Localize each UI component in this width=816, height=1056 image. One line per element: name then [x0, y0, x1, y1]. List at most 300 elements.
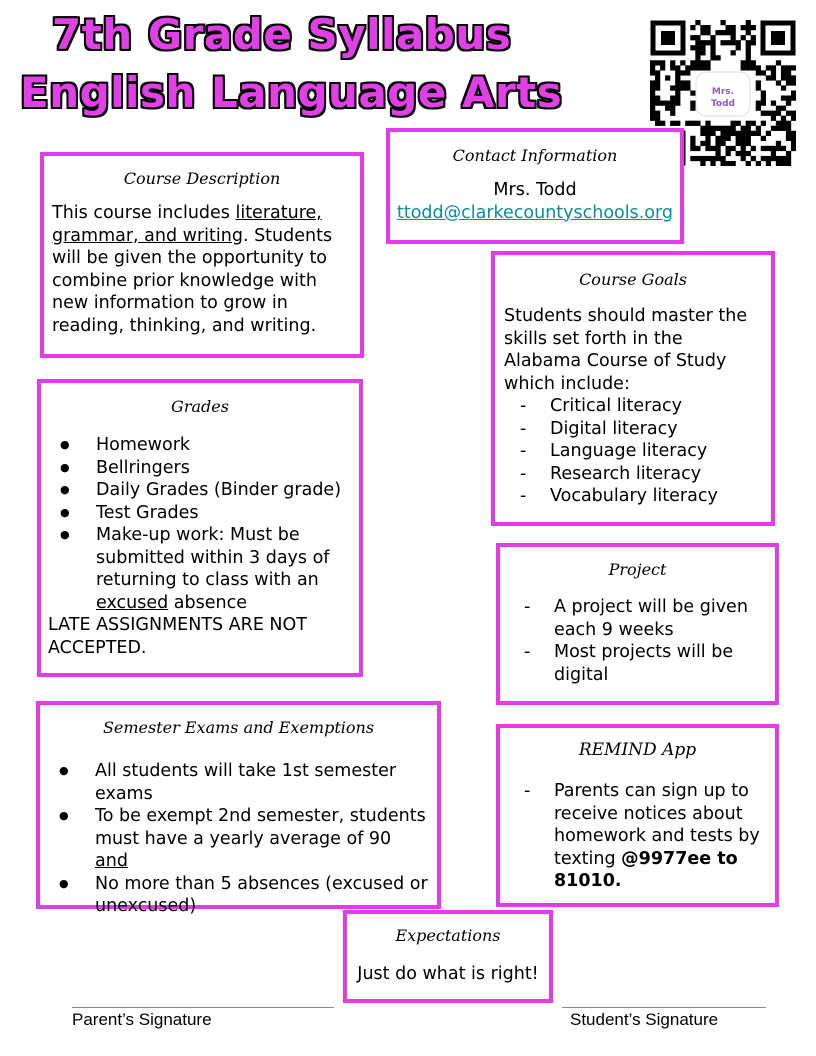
qr-module [705, 60, 710, 65]
qr-module [655, 111, 660, 116]
qr-module [650, 60, 655, 65]
list-item: ● Daily Grades (Binder grade) [96, 479, 351, 502]
qr-module [761, 90, 766, 95]
qr-module [761, 136, 766, 141]
qr-module [786, 156, 791, 161]
qr-module [690, 25, 695, 30]
qr-module [715, 136, 720, 141]
qr-module [710, 156, 715, 161]
qr-module [705, 25, 710, 30]
list-item: ● Make-up work: Must be submitted within 3 days of returning to class with an excused absence [96, 524, 351, 614]
qr-module [695, 121, 700, 126]
qr-module [675, 85, 680, 90]
qr-module [680, 70, 685, 75]
qr-module [695, 65, 700, 70]
qr-module [751, 65, 756, 70]
qr-module [655, 85, 660, 90]
qr-module [776, 80, 781, 85]
qr-module [746, 25, 751, 30]
and-underlined: and [95, 851, 128, 871]
qr-module [690, 101, 695, 106]
qr-module [700, 131, 705, 136]
course-goals-title: Course Goals [579, 270, 687, 289]
qr-module [746, 60, 751, 65]
qr-module [720, 131, 725, 136]
list-item: - Vocabulary literacy [550, 485, 771, 508]
list-item: ● To be exempt 2nd semester, students must have a yearly average of 90 and [95, 805, 429, 873]
qr-module [665, 75, 670, 80]
qr-module [781, 146, 786, 151]
qr-module [675, 101, 680, 106]
qr-module [776, 161, 781, 166]
qr-module [685, 65, 690, 70]
expectations-text: Just do what is right! [357, 964, 539, 984]
expectations-box [343, 910, 553, 1003]
qr-module [761, 111, 766, 116]
expectations-title: Expectations [395, 926, 501, 945]
qr-module [655, 121, 660, 126]
qr-module [786, 136, 791, 141]
qr-module [695, 60, 700, 65]
qr-module [685, 80, 690, 85]
qr-module [690, 35, 695, 40]
qr-module [731, 30, 736, 35]
qr-module [710, 40, 715, 45]
qr-module [720, 20, 725, 25]
qr-module [786, 161, 791, 166]
list-item: ● No more than 5 absences (excused or unexcused) [95, 873, 429, 918]
qr-module [720, 136, 725, 141]
qr-module [705, 30, 710, 35]
qr-module [761, 70, 766, 75]
page-title-line1: 7th Grade Syllabus [52, 10, 512, 59]
qr-module [726, 40, 731, 45]
course-goals-list [495, 395, 771, 508]
qr-module [731, 131, 736, 136]
qr-module [690, 65, 695, 70]
qr-module [705, 121, 710, 126]
qr-module [665, 101, 670, 106]
qr-module [690, 156, 695, 161]
qr-module [766, 156, 771, 161]
qr-module [791, 141, 796, 146]
qr-module [715, 55, 720, 60]
qr-module [746, 161, 751, 166]
qr-module [731, 146, 736, 151]
qr-module [670, 85, 675, 90]
qr-module [741, 60, 746, 65]
page-title-line2: English Language Arts [20, 68, 563, 117]
qr-module [786, 151, 791, 156]
qr-module [715, 151, 720, 156]
list-item: - A project will be given each 9 weeks [554, 596, 769, 641]
remind-app-list [500, 780, 775, 893]
course-description-box [40, 152, 364, 358]
qr-module [690, 60, 695, 65]
qr-module [746, 136, 751, 141]
qr-module [756, 65, 761, 70]
qr-module [660, 65, 665, 70]
qr-module [700, 30, 705, 35]
qr-module [786, 70, 791, 75]
qr-module [781, 106, 786, 111]
qr-module [690, 136, 695, 141]
qr-module [710, 50, 715, 55]
qr-module [731, 25, 736, 30]
qr-module [700, 25, 705, 30]
qr-module [650, 80, 655, 85]
qr-module [726, 25, 731, 30]
qr-module [756, 106, 761, 111]
list-item: ● Test Grades [96, 502, 351, 525]
qr-module [786, 101, 791, 106]
student-signature-label: Student’s Signature [570, 1010, 719, 1029]
contact-name: Mrs. Todd [493, 180, 577, 200]
qr-module [655, 70, 660, 75]
qr-module [705, 126, 710, 131]
qr-module [650, 85, 655, 90]
qr-module [771, 126, 776, 131]
qr-module [761, 96, 766, 101]
qr-module [675, 121, 680, 126]
qr-module [700, 65, 705, 70]
qr-module [786, 96, 791, 101]
qr-module [786, 121, 791, 126]
qr-module [776, 141, 781, 146]
qr-module [705, 156, 710, 161]
qr-module [741, 25, 746, 30]
qr-module [715, 146, 720, 151]
qr-module [751, 25, 756, 30]
qr-module [720, 126, 725, 131]
qr-module [751, 60, 756, 65]
qr-center-label: Mrs. Todd [710, 87, 736, 109]
qr-module [741, 136, 746, 141]
qr-module [695, 50, 700, 55]
qr-module [741, 151, 746, 156]
qr-module [710, 35, 715, 40]
qr-module [776, 146, 781, 151]
qr-module [726, 126, 731, 131]
qr-module [776, 60, 781, 65]
qr-module [700, 161, 705, 166]
project-title: Project [608, 560, 667, 579]
qr-module [756, 70, 761, 75]
qr-module [736, 121, 741, 126]
qr-module [776, 121, 781, 126]
qr-module [700, 60, 705, 65]
qr-module [695, 20, 700, 25]
project-list [500, 596, 775, 686]
qr-module [771, 111, 776, 116]
qr-module [761, 156, 766, 161]
qr-module [746, 131, 751, 136]
semester-exams-list [40, 760, 437, 918]
qr-module [791, 136, 796, 141]
qr-module [756, 85, 761, 90]
qr-module [675, 80, 680, 85]
qr-module [736, 141, 741, 146]
qr-module [791, 111, 796, 116]
list-item: ● Homework [96, 434, 351, 457]
qr-module [650, 116, 655, 121]
qr-module [781, 85, 786, 90]
qr-module [670, 106, 675, 111]
qr-module [660, 121, 665, 126]
qr-module [786, 75, 791, 80]
qr-module [710, 55, 715, 60]
qr-module [776, 111, 781, 116]
qr-module [781, 126, 786, 131]
qr-module [731, 121, 736, 126]
qr-module [705, 40, 710, 45]
qr-module [771, 75, 776, 80]
remind-app-box [496, 724, 779, 907]
qr-module [791, 96, 796, 101]
list-item: - Digital literacy [550, 418, 771, 441]
qr-module [650, 106, 655, 111]
qr-module [720, 161, 725, 166]
qr-module [771, 116, 776, 121]
qr-module [670, 121, 675, 126]
qr-module [761, 101, 766, 106]
list-item: ● All students will take 1st semester exams [95, 760, 429, 805]
excused-underlined: excused [96, 592, 169, 613]
course-description-text: This course includes literature, grammar, and writing. Students will be given the opportunity to combine prior knowledge with new information to grow in reading, thinking, and writing. [52, 203, 333, 336]
contact-email-link[interactable]: ttodd@clarkecountyschools.org [396, 202, 674, 223]
qr-module [766, 75, 771, 80]
qr-module [695, 156, 700, 161]
qr-module [771, 70, 776, 75]
qr-module [746, 126, 751, 131]
qr-module [695, 35, 700, 40]
qr-module [726, 136, 731, 141]
qr-module [771, 65, 776, 70]
qr-module [746, 151, 751, 156]
qr-module [741, 35, 746, 40]
qr-module [766, 111, 771, 116]
qr-module [746, 20, 751, 25]
qr-module [710, 131, 715, 136]
qr-module [685, 121, 690, 126]
qr-module [731, 161, 736, 166]
qr-module [781, 96, 786, 101]
qr-module [791, 65, 796, 70]
qr-module [715, 156, 720, 161]
list-item: - Critical literacy [550, 395, 771, 418]
qr-module [660, 101, 665, 106]
qr-module [675, 96, 680, 101]
list-item: ● Bellringers [96, 457, 351, 480]
qr-module [695, 45, 700, 50]
qr-module [731, 126, 736, 131]
qr-module [751, 121, 756, 126]
qr-module [791, 131, 796, 136]
qr-module [791, 146, 796, 151]
qr-module [766, 65, 771, 70]
qr-module [670, 96, 675, 101]
qr-module [741, 156, 746, 161]
qr-module [690, 146, 695, 151]
qr-module [670, 101, 675, 106]
qr-module [715, 141, 720, 146]
qr-module [726, 161, 731, 166]
qr-module [736, 45, 741, 50]
qr-module [781, 70, 786, 75]
qr-module [741, 131, 746, 136]
qr-module [670, 60, 675, 65]
course-description-title: Course Description [123, 169, 281, 188]
qr-module [766, 131, 771, 136]
qr-module [705, 141, 710, 146]
qr-module [700, 126, 705, 131]
qr-module [786, 80, 791, 85]
qr-module [746, 55, 751, 60]
qr-module [655, 96, 660, 101]
qr-module [771, 151, 776, 156]
qr-module [710, 161, 715, 166]
qr-module [771, 156, 776, 161]
list-item: - Language literacy [550, 440, 771, 463]
qr-module [726, 30, 731, 35]
qr-module [650, 96, 655, 101]
qr-module [746, 65, 751, 70]
qr-module [705, 65, 710, 70]
qr-module [781, 116, 786, 121]
remind-code: @9977ee to 81010. [554, 848, 738, 891]
qr-module [685, 70, 690, 75]
qr-module [766, 146, 771, 151]
qr-module [776, 126, 781, 131]
qr-module [791, 75, 796, 80]
qr-module [756, 80, 761, 85]
qr-module [741, 126, 746, 131]
qr-module [700, 40, 705, 45]
project-box [496, 543, 779, 705]
qr-module [751, 40, 756, 45]
qr-module [756, 101, 761, 106]
qr-module [710, 146, 715, 151]
qr-module [746, 40, 751, 45]
qr-module [726, 151, 731, 156]
qr-module [655, 80, 660, 85]
contact-info-title: Contact Information [452, 146, 618, 165]
qr-module [786, 65, 791, 70]
qr-module [741, 65, 746, 70]
qr-module [736, 136, 741, 141]
qr-module [776, 106, 781, 111]
qr-module [746, 30, 751, 35]
list-item: - Research literacy [550, 463, 771, 486]
qr-module [756, 131, 761, 136]
semester-exams-box [36, 701, 441, 916]
qr-module [751, 146, 756, 151]
qr-module [731, 50, 736, 55]
qr-module [761, 146, 766, 151]
list-item: - Most projects will be digital [554, 641, 769, 686]
qr-module [741, 146, 746, 151]
qr-module [705, 136, 710, 141]
qr-module [675, 75, 680, 80]
qr-module [791, 80, 796, 85]
qr-module [675, 65, 680, 70]
qr-module [650, 70, 655, 75]
qr-module [786, 131, 791, 136]
qr-module [751, 35, 756, 40]
qr-module [746, 45, 751, 50]
qr-module [736, 131, 741, 136]
qr-module [675, 90, 680, 95]
student-signature-line [562, 1007, 766, 1008]
qr-module [766, 161, 771, 166]
qr-module [680, 80, 685, 85]
qr-module [720, 40, 725, 45]
qr-module [650, 90, 655, 95]
qr-module [791, 90, 796, 95]
course-topics-underlined: literature, grammar, and writing [52, 203, 322, 246]
qr-module [736, 40, 741, 45]
semester-exams-title: Semester Exams and Exemptions [102, 718, 375, 737]
qr-module [731, 35, 736, 40]
qr-module [690, 141, 695, 146]
qr-module [700, 50, 705, 55]
qr-module [720, 141, 725, 146]
qr-module [700, 141, 705, 146]
qr-module [741, 141, 746, 146]
qr-module [655, 60, 660, 65]
qr-module [705, 146, 710, 151]
grades-title: Grades [171, 397, 229, 416]
qr-module [675, 70, 680, 75]
qr-module [720, 30, 725, 35]
parent-signature-line [72, 1007, 334, 1008]
course-goals-intro: Students should master the skills set forth in the Alabama Course of Study which include: [504, 306, 748, 394]
parent-signature-label: Parent’s Signature [72, 1010, 212, 1029]
qr-module [695, 146, 700, 151]
qr-module [781, 121, 786, 126]
qr-module [791, 116, 796, 121]
qr-module [715, 126, 720, 131]
qr-module [746, 50, 751, 55]
qr-module [781, 75, 786, 80]
grades-list [41, 434, 359, 614]
course-goals-box [491, 251, 775, 526]
qr-module [670, 65, 675, 70]
qr-module [781, 156, 786, 161]
qr-module [756, 126, 761, 131]
qr-module [771, 146, 776, 151]
qr-module [771, 101, 776, 106]
qr-module [746, 141, 751, 146]
qr-module [680, 85, 685, 90]
qr-module [710, 126, 715, 131]
qr-module [720, 156, 725, 161]
qr-module [751, 131, 756, 136]
list-item: - Parents can sign up to receive notices about homework and tests by texting @9977ee to 81010. [554, 780, 769, 893]
qr-module [700, 45, 705, 50]
qr-module [700, 156, 705, 161]
remind-app-title: REMIND App [578, 740, 697, 760]
qr-module [670, 111, 675, 116]
qr-module [650, 101, 655, 106]
qr-module [726, 131, 731, 136]
qr-module [786, 126, 791, 131]
late-assignments-notice: LATE ASSIGNMENTS ARE NOT ACCEPTED. [48, 615, 307, 658]
grades-box [37, 379, 363, 677]
qr-module [655, 75, 660, 80]
qr-module [690, 90, 695, 95]
qr-module [690, 121, 695, 126]
